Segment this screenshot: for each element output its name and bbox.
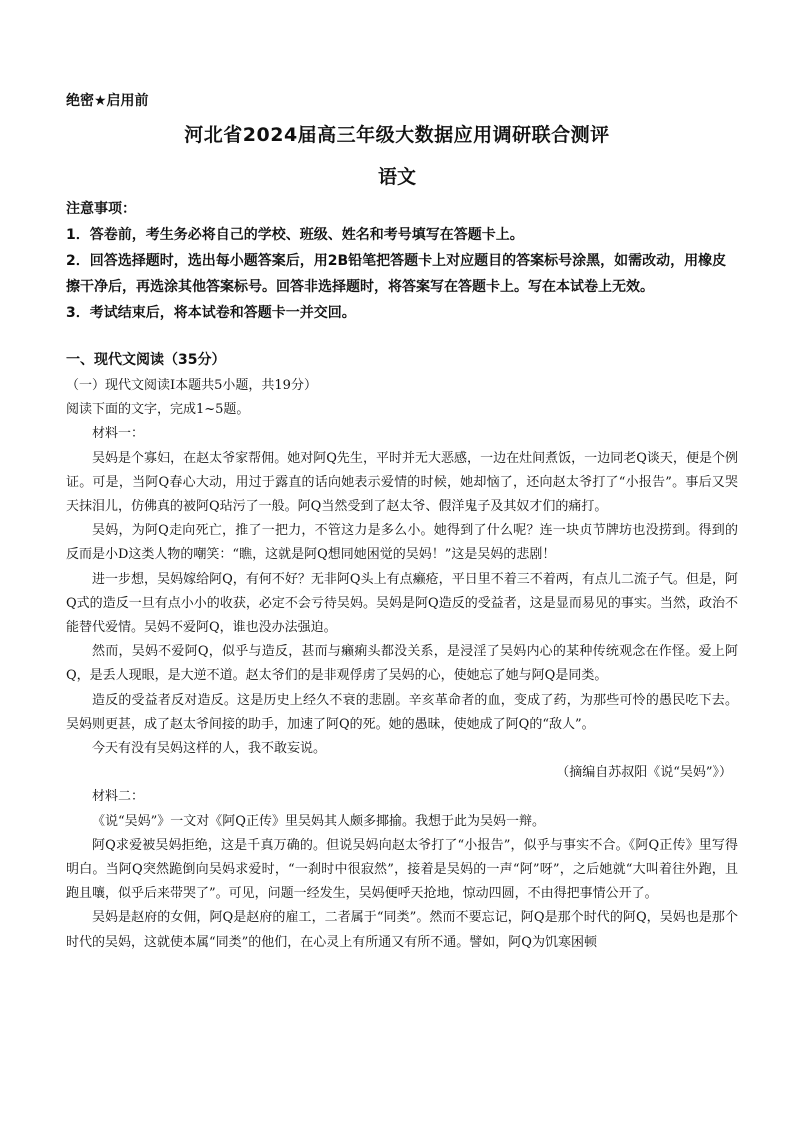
material-1-paragraph: 进一步想，吴妈嫁给阿Q，有何不好？无非阿Q头上有点癞疮，平日里不着三不着两，有点儿二流子气。但是，阿Q式的造反一旦有点小小的收获，必定不会亏待吴妈。吴妈是阿Q造反的受益者，这是显而易见的事实。当然，政治不能替代爱情。吴妈不爱阿Q，谁也没办法强迫。 [66, 571, 738, 636]
exam-title: 河北省2024届高三年级大数据应用调研联合测评 [184, 124, 610, 146]
notice-block [66, 196, 736, 326]
subject-title: 语文 [377, 166, 416, 188]
material-1-label: 材料一： [92, 426, 145, 442]
notice-item-2: 2．回答选择题时，选出每小题答案后，用2B铅笔把答题卡上对应题目的答案标号涂黑，如需改动，用橡皮擦干净后，再选涂其他答案标号。回答非选择题时，将答案写在答题卡上。写在本试卷上无效。 [66, 253, 727, 295]
material-1-paragraph: 吴妈是个寡妇，在赵太爷家帮佣。她对阿Q先生，平时并无大恶感，一边在灶间煮饭，一边同老Q谈天，便是个例证。可是，当阿Q春心大动，用过于露直的话向她表示爱情的时候，她却恼了，还向赵太爷打了“小报告”。事后又哭天抹泪儿，仿佛真的被阿Q玷污了一般。阿Q当然受到了赵太爷、假洋鬼子及其奴才们的痛打。 [66, 450, 738, 515]
material-2-paragraph: 《说“吴妈”》一文对《阿Q正传》里吴妈其人颇多揶揄。我想于此为吴妈一辩。 [92, 813, 545, 829]
notice-heading: 注意事项： [66, 201, 136, 217]
notice-item-1: 1．答卷前，考生务必将自己的学校、班级、姓名和考号填写在答题卡上。 [66, 227, 524, 243]
material-1-source: （摘编自苏叔阳《说“吴妈”》） [556, 765, 732, 781]
material-2-paragraph: 吴妈是赵府的女佣，阿Q是赵府的雇工，二者属于“同类”。然而不要忘记，阿Q是那个时代的阿Q，吴妈也是那个时代的吴妈，这就使本属“同类”的他们，在心灵上有所通又有所不通。譬如，阿Q为饥寒困顿 [66, 910, 738, 950]
material-2-label: 材料二： [92, 789, 145, 805]
subsection-title: （一）现代文阅读I本题共5小题，共19分） [66, 378, 317, 393]
material-1-paragraph: 今天有没有吴妈这样的人，我不敢妄说。 [92, 741, 327, 757]
material-1-paragraph: 造反的受益者反对造反。这是历史上经久不衰的悲剧。辛亥革命者的血，变成了药，为那些可怜的愚民吃下去。吴妈则更甚，成了赵太爷间接的助手，加速了阿Q的死。她的愚昧，使她成了阿Q的“敌人”。 [66, 692, 738, 732]
notice-item-3: 3．考试结束后，将本试卷和答题卡一并交回。 [66, 305, 356, 321]
material-1-paragraph: 吴妈，为阿Q走向死亡，推了一把力，不管这力是多么小。她得到了什么呢？连一块贞节牌坊也没捞到。得到的反而是小D这类人物的嘲笑：“瞧，这就是阿Q想同她困觉的吴妈！”这是吴妈的悲剧！ [66, 523, 738, 563]
material-2-paragraph: 阿Q求爱被吴妈拒绝，这是千真万确的。但说吴妈向赵太爷打了“小报告”，似乎与事实不合。《阿Q正传》里写得明白。当阿Q突然跪倒向吴妈求爱时，“一刹时中很寂然”，接着是吴妈的一声“阿”呀”，之后她就“大叫着往外跑，且跑且嚷，似乎后来带哭了”。可见，问题一经发生，吴妈便呼天抢地，惊动四圆，不由得把事情公开了。 [66, 837, 738, 902]
confidential-mark: 绝密★启用前 [66, 93, 149, 109]
material-1-paragraph: 然而，吴妈不爱阿Q，似乎与造反，甚而与癞痢头都没关系，是浸淫了吴妈内心的某种传统观念在作怪。爱上阿Q，是丢人现眼，是大逆不道。赵太爷们的是非观俘虏了吴妈的心，使她忘了她与阿Q是同类。 [66, 644, 738, 684]
reading-body [66, 374, 738, 955]
reading-instruction: 阅读下面的文字，完成1~5题。 [66, 402, 250, 418]
section-title: 一、现代文阅读（35分） [66, 352, 226, 368]
